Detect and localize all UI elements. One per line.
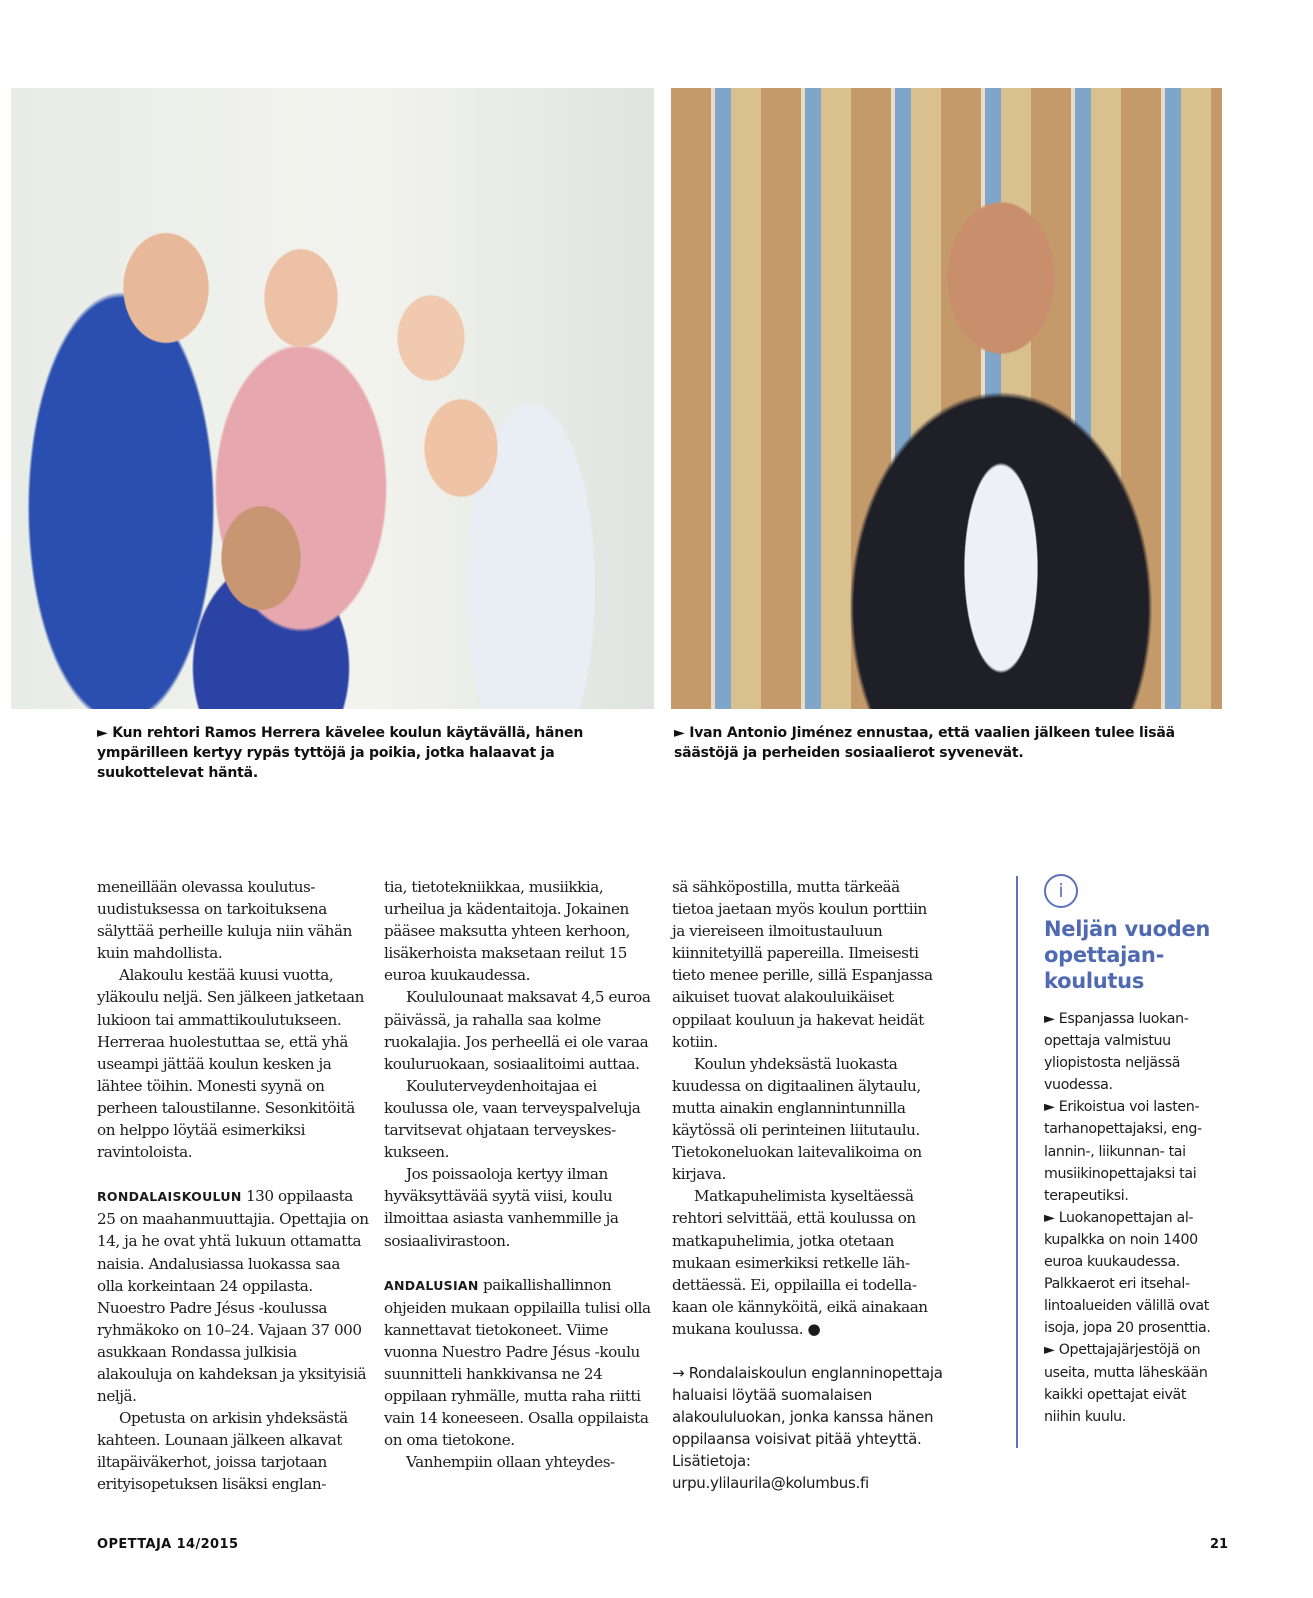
info-box-body: [1044, 1008, 1226, 1428]
paragraph-text: 130 oppilaasta 25 on maahanmuuttajia. Opettajia on 14, ja he ovat yhtä lukuun ottamatta naisia. Andalusiassa luokassa saa olla korkeintaan 24 oppilasta. Nuoestro Padre Jésus -koulussa ryhmäkoko on 10–24. Vajaan 37 000 asukkaan Rondassa julkisia alakouluja on kahdeksan ja yksityisiä neljä.: [97, 1187, 369, 1406]
paragraph: Koulun yhdeksästä luokasta kuudessa on digitaalinen älytaulu, mutta ainakin englannintunnilla käytössä oli perinteinen liitutaulu. Tietokoneluokan laitevalikoima on kirjava.: [672, 1054, 922, 1184]
section-lead: RONDALAISKOULUN: [97, 1189, 242, 1205]
section-lead: ANDALUSIAN: [384, 1277, 479, 1293]
article-column-1: [97, 876, 369, 1496]
photo-caption-right: ► Ivan Antonio Jiménez ennustaa, että vaalien jälkeen tulee lisää säästöjä ja perheiden sosiaalierot syvenevät.: [674, 725, 1175, 761]
info-box-title: Neljän vuoden opettajankoulutus: [1044, 917, 1211, 993]
info-item: ► Luokanopettajan alkupalkka on noin 1400 euroa kuukaudessa. Palkkaerot eri itsehallintoalueiden välillä ovat isoja, jopa 20 prosenttia.: [1044, 1209, 1211, 1337]
paragraph: [672, 1185, 944, 1340]
paragraph-text: Matkapuhelimista kyseltäessä rehtori selvittää, että koulussa on matkapuhelimia, jotka otetaan mukaan esimerkiksi retkelle lähdettäessä. Ei, oppilailla ei todellakaan ole kännyköitä, eikä ainakaan mukana koulussa.: [672, 1187, 928, 1338]
info-item: ► Opettajajärjestöjä on useita, mutta läheskään kaikki opettajat eivät niihin kuulu.: [1044, 1342, 1208, 1425]
photo-principal-with-children: [11, 88, 654, 709]
paragraph: Alakoulu kestää kuusi vuotta, yläkoulu neljä. Sen jälkeen jatketaan lukioon tai ammattikoulutukseen. Herreraa huolestuttaa se, että yhä useampi jättää koulun kesken ja lähtee töihin. Monesti syynä on perheen taloustilanne. Sesonkitöitä on helppo löytää esimerkiksi ravintoloista.: [97, 966, 364, 1162]
article-column-3: [672, 876, 944, 1495]
paragraph-text: paikallishallinnon ohjeiden mukaan oppilailla tulisi olla kannettavat tietokoneet. Viime vuonna Nuestro Padre Jésus -koulu suunnitteli hankkivansa ne 24 oppilaan ryhmälle, mutta raha riitti vain 14 koneeseen. Osalla oppilaista on oma tietokone.: [384, 1275, 651, 1450]
paragraph: Jos poissaoloja kertyy ilman hyväksyttävää syytä viisi, koulu ilmoittaa asiasta vanhemmille ja sosiaalivirastoon.: [384, 1165, 619, 1250]
paragraph: tia, tietotekniikkaa, musiikkia, urheilua ja kädentaitoja. Jokainen pääsee maksutta yhteen kerhoon, lisäkerhoista maksetaan reilut 15 euroa kuukaudessa.: [384, 878, 630, 985]
photo-caption-left: ► Kun rehtori Ramos Herrera kävelee koulun käytävällä, hänen ympärilleen kertyy rypäs tyttöjä ja poikia, jotka halaavat ja suukottelevat häntä.: [97, 725, 584, 781]
paragraph: meneillään olevassa koulutusuudistuksessa on tarkoituksena sälyttää perheille kuluja niin vähän kuin mahdollista.: [97, 878, 352, 963]
paragraph: [97, 1185, 369, 1407]
publication-issue: OPETTAJA 14/2015: [97, 1537, 239, 1552]
paragraph: Kouluterveydenhoitajaa ei koulussa ole, vaan terveyspalveluja tarvitsevat ohjataan terveyskeskukseen.: [384, 1076, 641, 1162]
paragraph: Koululounaat maksavat 4,5 euroa päivässä, ja rahalla saa kolme ruokalajia. Jos perheellä ei ole varaa kouluruokaan, sosiaalitoimi auttaa.: [384, 988, 651, 1073]
info-box: [1016, 876, 1226, 1448]
paragraph: Opetusta on arkisin yhdeksästä kahteen. Lounaan jälkeen alkavat iltapäiväkerhot, joissa tarjotaan erityisopetuksen lisäksi englan-: [97, 1409, 348, 1494]
info-icon: i: [1044, 874, 1078, 908]
end-mark-icon: ●: [803, 1319, 821, 1338]
paragraph: Vanhempiin ollaan yhteydes-: [406, 1453, 615, 1472]
paragraph: sä sähköpostilla, mutta tärkeää tietoa jaetaan myös koulun porttiin ja viereiseen ilmoitustauluun kiinnitetyillä papereilla. Ilmeisesti tieto menee perille, sillä Espanjassa aikuiset tuovat alakouluikäiset oppilaat kouluun ja hakevat heidät kotiin.: [672, 878, 933, 1051]
contact-note: → Rondalaiskoulun englanninopettaja haluaisi löytää suomalaisen alakoululuokan, jonka kanssa hänen oppilaansa voisivat pitää yhteyttä. Lisätietoja: urpu.ylilaurila@kolumbus.fi: [672, 1363, 943, 1493]
info-item: ► Espanjassa luokanopettaja valmistuu yliopistosta neljässä vuodessa.: [1044, 1011, 1189, 1094]
photo-ivan-antonio-jimenez: [671, 88, 1222, 709]
page-number: 21: [1210, 1537, 1229, 1552]
info-item: ► Erikoistua voi lastentarhanopettajaksi, englannin-, liikunnan- tai musiikinopettajaksi tai terapeutiksi.: [1044, 1099, 1203, 1204]
paragraph: [384, 1274, 656, 1452]
article-column-2: [384, 876, 656, 1473]
